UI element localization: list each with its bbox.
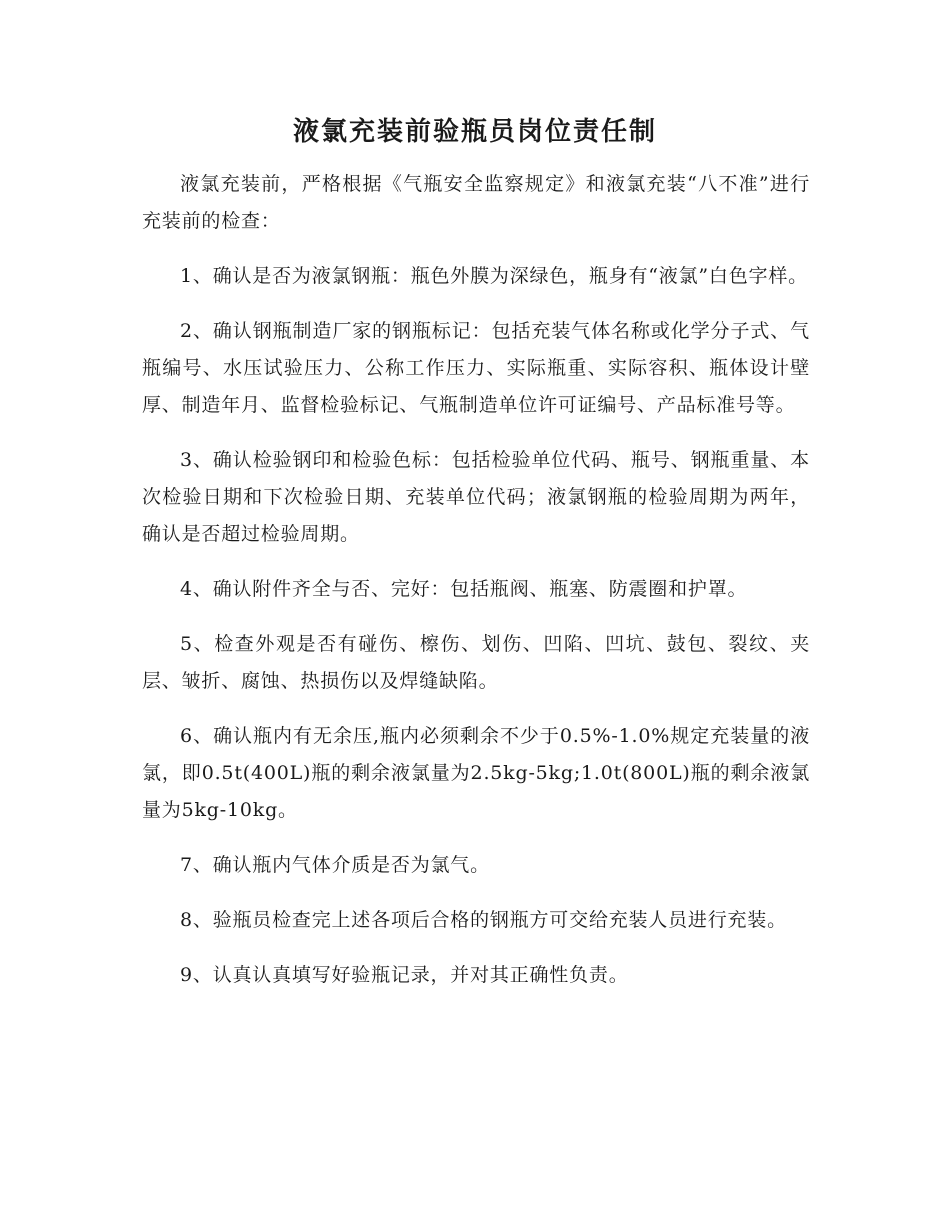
item-2-paragraph: 2、确认钢瓶制造厂家的钢瓶标记：包括充装气体名称或化学分子式、气瓶编号、水压试验压力、公称工作压力、实际瓶重、实际容积、瓶体设计壁厚、制造年月、监督检验标记、气瓶制造单位许可证编号、产品标准号等。 [142,320,810,416]
intro-paragraph: 液氯充装前，严格根据《气瓶安全监察规定》和液氯充装“八不准”进行充装前的检查： [142,173,810,232]
item-3-paragraph: 3、确认检验钢印和检验色标：包括检验单位代码、瓶号、钢瓶重量、本次检验日期和下次检验日期、充装单位代码；液氯钢瓶的检验周期为两年，确认是否超过检验周期。 [142,449,810,545]
document-title: 液氯充装前验瓶员岗位责任制 [292,117,657,147]
item-6-paragraph: 6、确认瓶内有无余压,瓶内必须剩余不少于0.5%-1.0%规定充装量的液氯，即0.5t(400L)瓶的剩余液氯量为2.5kg-5kg;1.0t(800L)瓶的剩余液氯量为5kg-10kg。 [142,725,810,821]
item-5-paragraph: 5、检查外观是否有碰伤、檫伤、划伤、凹陷、凹坑、鼓包、裂纹、夹层、皱折、腐蚀、热损伤以及焊缝缺陷。 [142,633,810,692]
document-body [142,166,810,1012]
item-9-paragraph: 9、认真认真填写好验瓶记录，并对其正确性负责。 [180,964,629,986]
item-4-paragraph: 4、确认附件齐全与否、完好：包括瓶阀、瓶塞、防震圈和护罩。 [180,578,748,600]
item-7-paragraph: 7、确认瓶内气体介质是否为氯气。 [180,854,490,876]
item-1-paragraph: 1、确认是否为液氯钢瓶：瓶色外膜为深绿色，瓶身有“液氯”白色字样。 [180,265,808,287]
item-8-paragraph: 8、验瓶员检查完上述各项后合格的钢瓶方可交给充装人员进行充装。 [180,909,787,931]
